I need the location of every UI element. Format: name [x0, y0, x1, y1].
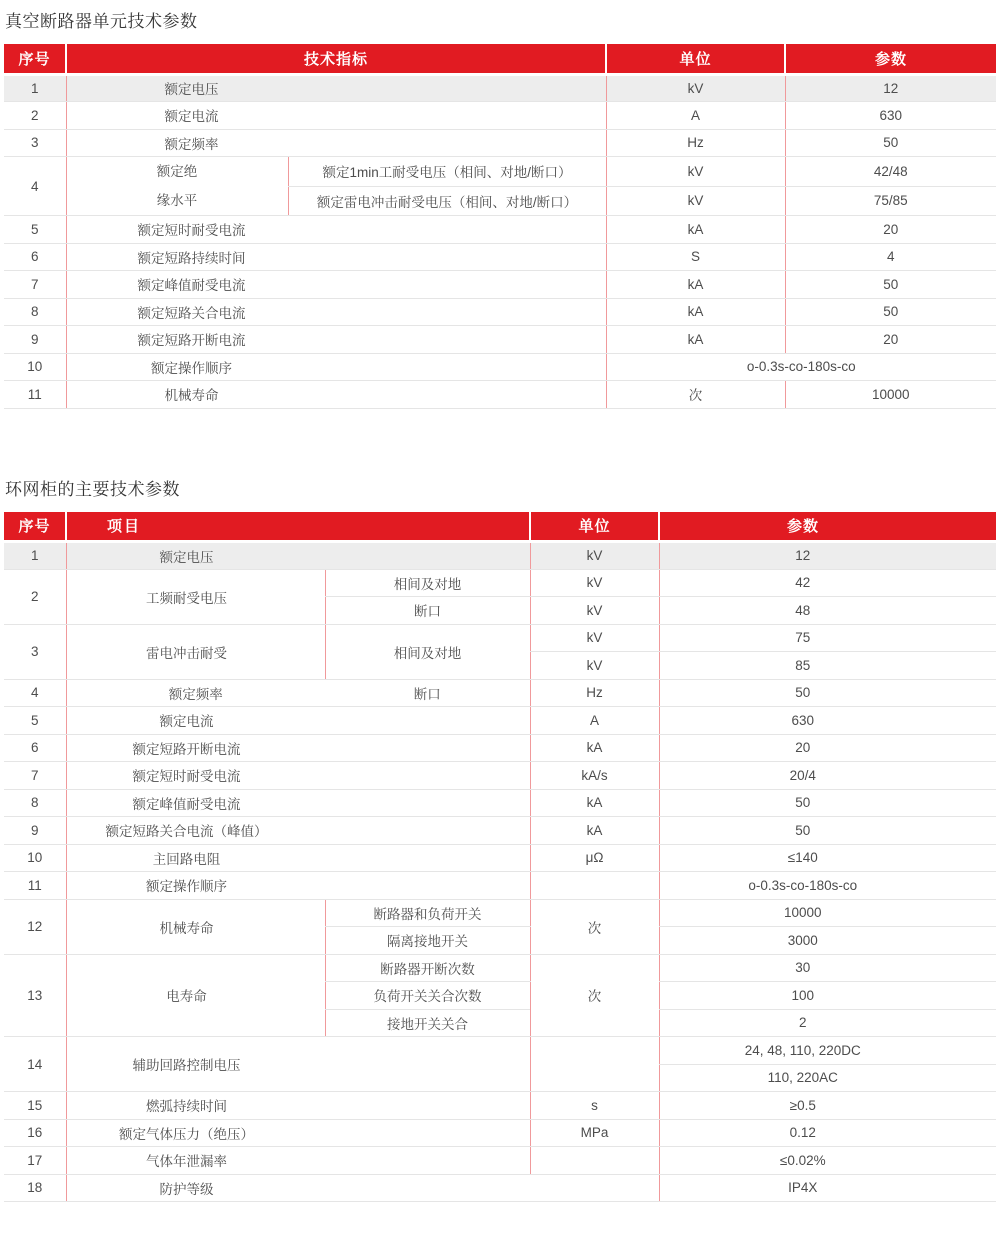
header-item: 技术指标 [66, 44, 606, 74]
item-cell: 辅助回路控制电压 [66, 1037, 530, 1092]
param-cell: ≥0.5 [659, 1092, 996, 1120]
param-cell: IP4X [659, 1174, 996, 1202]
item-cell: 额定电流 [66, 102, 606, 130]
sub-item-cell: 接地开关关合 [325, 1009, 530, 1037]
unit-cell: A [530, 707, 659, 735]
num-cell: 18 [4, 1174, 66, 1202]
table-row [4, 872, 996, 900]
table-row [4, 542, 996, 570]
item-cell: 额定短路开断电流 [66, 326, 606, 354]
unit-cell [530, 872, 659, 900]
table-row [4, 1147, 996, 1175]
num-cell: 9 [4, 326, 66, 354]
param-cell: 2 [659, 1009, 996, 1037]
header-param: 参数 [659, 512, 996, 542]
unit-cell: s [530, 1092, 659, 1120]
num-cell: 1 [4, 74, 66, 102]
unit-cell: kV [606, 186, 785, 216]
num-cell: 6 [4, 734, 66, 762]
item-cell: 防护等级 [66, 1174, 530, 1202]
num-cell: 6 [4, 243, 66, 271]
param-cell: 12 [659, 542, 996, 570]
table-row [4, 1174, 996, 1202]
unit-cell: kA [530, 817, 659, 845]
item-cell: 气体年泄漏率 [66, 1147, 530, 1175]
vacuum-breaker-params-table [4, 44, 996, 409]
unit-cell: MPa [530, 1119, 659, 1147]
table-row [4, 734, 996, 762]
param-cell: 50 [785, 129, 996, 157]
table-row [4, 1119, 996, 1147]
num-cell: 14 [4, 1037, 66, 1092]
param-cell: 20 [785, 326, 996, 354]
table-row [4, 679, 996, 707]
unit-cell: 次 [606, 381, 785, 409]
item-cell: 额定短路开断电流 [66, 734, 530, 762]
item-cell: 额定绝 缘水平 [66, 157, 288, 216]
param-cell: 85 [659, 652, 996, 680]
unit-cell [530, 1174, 659, 1202]
num-cell: 7 [4, 762, 66, 790]
item-cell: 额定频率 [66, 129, 606, 157]
table-row [4, 216, 996, 244]
table1-title: 真空断路器单元技术参数 [5, 12, 198, 31]
param-cell: 12 [785, 74, 996, 102]
num-cell: 4 [4, 157, 66, 216]
sub-item-cell: 负荷开关关合次数 [325, 982, 530, 1010]
num-cell: 3 [4, 624, 66, 679]
num-cell: 2 [4, 102, 66, 130]
num-cell: 5 [4, 707, 66, 735]
header-item: 项目 [66, 512, 530, 542]
table-row [4, 569, 996, 597]
unit-cell: kA [530, 789, 659, 817]
unit-cell: μΩ [530, 844, 659, 872]
item-cell: 额定短时耐受电流 [66, 216, 606, 244]
item-cell: 额定峰值耐受电流 [66, 271, 606, 299]
item-label: 额定频率 [168, 686, 223, 702]
sub-item-cell: 断路器开断次数 [325, 954, 530, 982]
table-row [4, 298, 996, 326]
num-cell: 8 [4, 789, 66, 817]
sub-item-cell: 相间及对地 [325, 569, 530, 597]
item-cell: 额定电压 [66, 74, 606, 102]
sub-item-cell: 额定1min工耐受电压（相间、对地/断口） [288, 157, 606, 187]
item-cell: 额定短路关合电流 [66, 298, 606, 326]
num-cell: 15 [4, 1092, 66, 1120]
num-cell: 4 [4, 679, 66, 707]
param-cell: 20 [659, 734, 996, 762]
table-row [4, 1037, 996, 1065]
unit-cell: 次 [530, 954, 659, 1037]
unit-cell: kA [530, 734, 659, 762]
unit-cell: A [606, 102, 785, 130]
table-row [4, 102, 996, 130]
table2-header-row [4, 512, 996, 542]
num-cell: 5 [4, 216, 66, 244]
unit-cell: kV [606, 157, 785, 187]
sub-item-cell: 断路器和负荷开关 [325, 899, 530, 927]
param-cell: 10000 [659, 899, 996, 927]
table-row [4, 243, 996, 271]
param-cell: 20 [785, 216, 996, 244]
unit-cell: kA [606, 271, 785, 299]
param-cell: 75 [659, 624, 996, 652]
unit-cell [530, 1147, 659, 1175]
table-row [4, 74, 996, 102]
sub-item-cell: 隔离接地开关 [325, 927, 530, 955]
param-cell: 10000 [785, 381, 996, 409]
param-cell: 100 [659, 982, 996, 1010]
table-row [4, 899, 996, 927]
unit-cell: kV [606, 74, 785, 102]
unit-cell: kV [530, 597, 659, 625]
header-num: 序号 [4, 512, 66, 542]
unit-cell: kV [530, 624, 659, 652]
unit-cell [530, 1037, 659, 1092]
item-cell: 主回路电阻 [66, 844, 530, 872]
num-cell: 16 [4, 1119, 66, 1147]
param-cell: ≤140 [659, 844, 996, 872]
table-row [4, 624, 996, 652]
unit-cell: 次 [530, 899, 659, 954]
unit-cell: kV [530, 542, 659, 570]
table-row [4, 817, 996, 845]
item-cell: 额定操作顺序 [66, 353, 606, 381]
item-cell: 机械寿命 [66, 899, 325, 954]
header-unit: 单位 [606, 44, 785, 74]
table-row [4, 381, 996, 409]
item-cell: 额定峰值耐受电流 [66, 789, 530, 817]
sub-item-cell: 额定雷电冲击耐受电压（相间、对地/断口） [288, 186, 606, 216]
unit-cell: S [606, 243, 785, 271]
unit-cell: kA [606, 326, 785, 354]
item-cell: 燃弧持续时间 [66, 1092, 530, 1120]
item-cell: 工频耐受电压 [66, 569, 325, 624]
item-cell: 额定短路持续时间 [66, 243, 606, 271]
header-param: 参数 [785, 44, 996, 74]
param-cell: 0.12 [659, 1119, 996, 1147]
param-cell: 4 [785, 243, 996, 271]
item-cell: 额定短路关合电流（峰值） [66, 817, 530, 845]
num-cell: 17 [4, 1147, 66, 1175]
param-cell: 20/4 [659, 762, 996, 790]
param-cell: 24, 48, 110, 220DC [659, 1037, 996, 1065]
table2-title: 环网柜的主要技术参数 [5, 479, 180, 499]
table-row [4, 129, 996, 157]
param-cell: 110, 220AC [659, 1064, 996, 1092]
item-cell: 额定气体压力（绝压） [66, 1119, 530, 1147]
unit-cell: kA/s [530, 762, 659, 790]
item-cell: 机械寿命 [66, 381, 606, 409]
num-cell: 11 [4, 872, 66, 900]
table-row [4, 762, 996, 790]
num-cell: 2 [4, 569, 66, 624]
table1-header-row [4, 44, 996, 74]
num-cell: 11 [4, 381, 66, 409]
num-cell: 1 [4, 542, 66, 570]
item-cell: 电寿命 [66, 954, 325, 1037]
num-cell: 7 [4, 271, 66, 299]
item-cell: 额定电压 [66, 542, 530, 570]
sub-item-cell: 断口 [325, 597, 530, 625]
param-cell: 42 [659, 569, 996, 597]
unit-cell: Hz [530, 679, 659, 707]
param-cell: 48 [659, 597, 996, 625]
param-cell: 3000 [659, 927, 996, 955]
param-cell: 50 [659, 789, 996, 817]
unit-cell: kV [530, 569, 659, 597]
table-row [4, 353, 996, 381]
param-cell: 50 [659, 817, 996, 845]
table-row [4, 844, 996, 872]
num-cell: 12 [4, 899, 66, 954]
num-cell: 13 [4, 954, 66, 1037]
table-row [4, 326, 996, 354]
param-cell: ≤0.02% [659, 1147, 996, 1175]
num-cell: 3 [4, 129, 66, 157]
header-unit: 单位 [530, 512, 659, 542]
param-cell: 75/85 [785, 186, 996, 216]
item-cell [66, 679, 530, 707]
item-cell: 额定操作顺序 [66, 872, 530, 900]
table-row [4, 954, 996, 982]
num-cell: 10 [4, 844, 66, 872]
table-row [4, 789, 996, 817]
param-cell: 42/48 [785, 157, 996, 187]
ring-main-unit-params-table [4, 512, 996, 1203]
table-row [4, 157, 996, 187]
table-row [4, 1092, 996, 1120]
param-cell: 50 [785, 298, 996, 326]
item-cell: 额定短时耐受电流 [66, 762, 530, 790]
unit-cell: kA [606, 216, 785, 244]
item-cell: 额定电流 [66, 707, 530, 735]
num-cell: 9 [4, 817, 66, 845]
param-cell: o-0.3s-co-180s-co [659, 872, 996, 900]
num-cell: 10 [4, 353, 66, 381]
sub-item-cell: 相间及对地 [325, 624, 530, 679]
param-cell: 630 [659, 707, 996, 735]
table-row [4, 707, 996, 735]
sub-item-label: 断口 [413, 686, 441, 702]
merged-param-cell: o-0.3s-co-180s-co [606, 353, 996, 381]
num-cell: 8 [4, 298, 66, 326]
item-cell: 雷电冲击耐受 [66, 624, 325, 679]
unit-cell: kA [606, 298, 785, 326]
header-num: 序号 [4, 44, 66, 74]
param-cell: 50 [785, 271, 996, 299]
unit-cell: kV [530, 652, 659, 680]
table-row [4, 271, 996, 299]
unit-cell: Hz [606, 129, 785, 157]
param-cell: 630 [785, 102, 996, 130]
param-cell: 50 [659, 679, 996, 707]
param-cell: 30 [659, 954, 996, 982]
